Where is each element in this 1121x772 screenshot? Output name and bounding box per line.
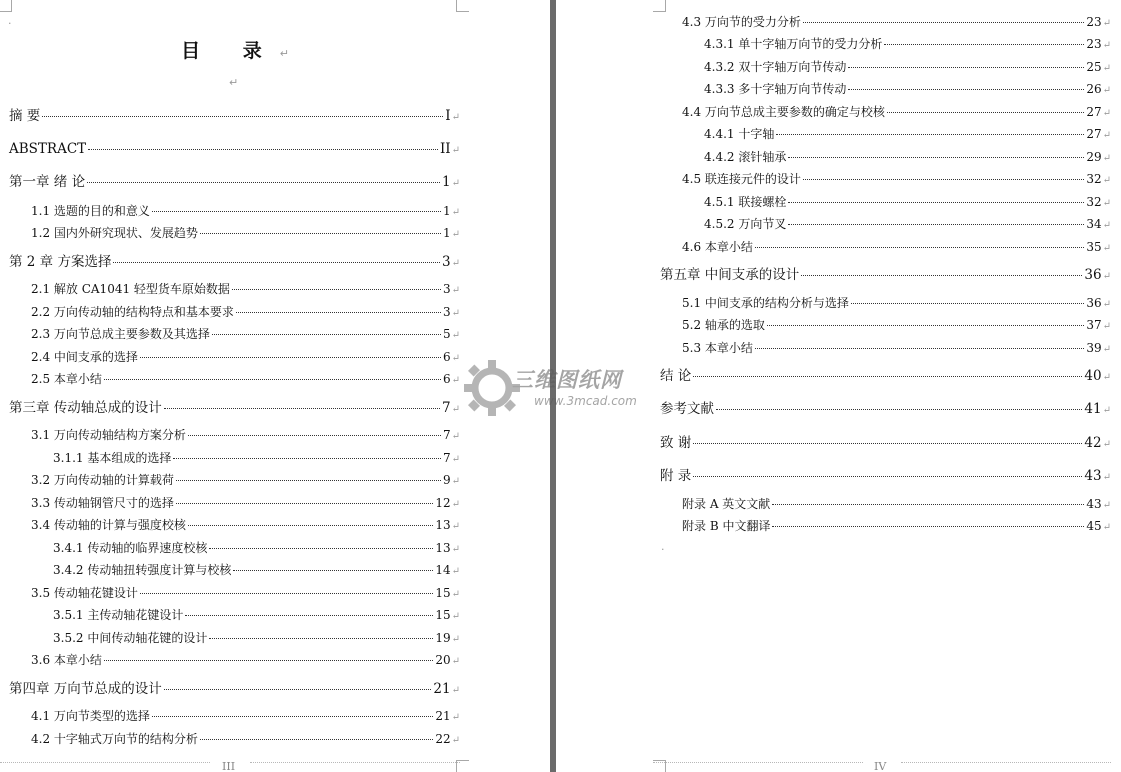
toc-entry-page: 42 bbox=[1084, 435, 1102, 451]
watermark-logo bbox=[462, 350, 692, 430]
toc-entry-page: 25 bbox=[1086, 60, 1102, 74]
toc-entry[interactable] bbox=[53, 630, 460, 648]
toc-entry[interactable] bbox=[31, 326, 460, 344]
paragraph-mark: ↵ bbox=[1102, 500, 1111, 511]
toc-entry[interactable] bbox=[31, 585, 460, 603]
footer-rule bbox=[653, 762, 863, 764]
dot-leader bbox=[164, 408, 440, 409]
dot-leader bbox=[788, 224, 1084, 225]
dot-leader bbox=[716, 409, 1082, 410]
toc-entry-label: 附 录 bbox=[660, 468, 692, 484]
paragraph-mark: ↵ bbox=[229, 76, 239, 89]
dot-leader bbox=[173, 458, 441, 459]
toc-entry[interactable] bbox=[682, 518, 1111, 536]
toc-entry-page: 27 bbox=[1086, 105, 1102, 119]
toc-entry[interactable] bbox=[704, 126, 1111, 144]
toc-entry-label: 4.2 十字轴式万向节的结构分析 bbox=[31, 732, 198, 746]
paragraph-mark: ↵ bbox=[451, 375, 460, 386]
toc-entry-label: 4.5 联连接元件的设计 bbox=[682, 172, 801, 186]
dot-leader bbox=[152, 211, 441, 212]
toc-entry-label: 4.5.1 联接螺栓 bbox=[704, 195, 787, 209]
paragraph-mark: ↵ bbox=[451, 258, 460, 269]
margin-corner-mark bbox=[0, 0, 12, 12]
dot-leader bbox=[176, 503, 433, 504]
paragraph-mark: ↵ bbox=[451, 454, 460, 465]
toc-entry-page: 21 bbox=[435, 709, 451, 723]
dot-leader bbox=[772, 504, 1084, 505]
paragraph-mark: ↵ bbox=[1102, 198, 1111, 209]
toc-entry[interactable] bbox=[682, 496, 1111, 514]
toc-entry-label: 2.2 万向传动轴的结构特点和基本要求 bbox=[31, 305, 234, 319]
paragraph-mark: ↵ bbox=[1102, 108, 1111, 119]
paragraph-mark: ↵ bbox=[451, 521, 460, 532]
toc-entry-label: 4.4.1 十字轴 bbox=[704, 127, 775, 141]
toc-entry-page: 3 bbox=[442, 305, 451, 319]
toc-entry-label: 结 论 bbox=[660, 368, 692, 384]
paragraph-mark: ↵ bbox=[279, 47, 289, 60]
toc-entry[interactable] bbox=[660, 267, 1111, 285]
toc-entry-label: 第一章 绪 论 bbox=[9, 174, 86, 190]
toc-entry[interactable] bbox=[31, 495, 460, 513]
toc-entry-page: 3 bbox=[442, 254, 451, 270]
paragraph-mark: ↵ bbox=[451, 611, 460, 622]
paragraph-mark: ↵ bbox=[451, 712, 460, 723]
toc-entry[interactable] bbox=[704, 59, 1111, 77]
paragraph-mark: ↵ bbox=[1102, 63, 1111, 74]
dot-leader bbox=[176, 480, 441, 481]
toc-entry[interactable] bbox=[682, 171, 1111, 189]
toc-entry-page: 32 bbox=[1086, 172, 1102, 186]
toc-entry[interactable] bbox=[682, 317, 1111, 335]
paragraph-mark: ↵ bbox=[451, 178, 460, 189]
toc-entry-label: 2.1 解放 CA1041 轻型货车原始数据 bbox=[31, 282, 230, 296]
footer-rule bbox=[0, 762, 210, 764]
toc-entry[interactable] bbox=[31, 225, 460, 243]
dot-leader bbox=[772, 526, 1084, 527]
toc-entry-page: 39 bbox=[1086, 341, 1102, 355]
paragraph-mark: ↵ bbox=[1102, 522, 1111, 533]
footer-rule bbox=[901, 762, 1111, 764]
toc-entry-label: 4.3 万向节的受力分析 bbox=[682, 15, 801, 29]
toc-entry-page: 21 bbox=[433, 681, 451, 697]
margin-corner-mark bbox=[456, 0, 469, 12]
toc-entry-label: 3.4.2 传动轴扭转强度计算与校核 bbox=[53, 563, 232, 577]
toc-entry-page: 22 bbox=[435, 732, 451, 746]
toc-entry[interactable] bbox=[660, 401, 1111, 419]
dot-leader bbox=[803, 179, 1084, 180]
toc-entry[interactable] bbox=[9, 108, 460, 126]
toc-entry-label: 3.2 万向传动轴的计算载荷 bbox=[31, 473, 174, 487]
dot-leader bbox=[693, 376, 1082, 377]
toc-entry[interactable] bbox=[704, 81, 1111, 99]
toc-entry-page: 45 bbox=[1086, 519, 1102, 533]
dot-leader bbox=[848, 67, 1084, 68]
dot-leader bbox=[212, 334, 441, 335]
toc-entry-label: 致 谢 bbox=[660, 435, 692, 451]
toc-entry-page: 27 bbox=[1086, 127, 1102, 141]
dot-leader bbox=[803, 22, 1084, 23]
toc-entry-label: 4.3.3 多十字轴万向节传动 bbox=[704, 82, 847, 96]
dot-leader bbox=[693, 443, 1082, 444]
watermark-text: 三维图纸网 bbox=[512, 368, 622, 392]
paragraph-mark: ↵ bbox=[1102, 321, 1111, 332]
paragraph-mark: ↵ bbox=[451, 308, 460, 319]
toc-entry[interactable] bbox=[9, 681, 460, 699]
paragraph-mark: ↵ bbox=[451, 589, 460, 600]
paragraph-mark: ↵ bbox=[451, 634, 460, 645]
toc-entry-page: 34 bbox=[1086, 217, 1102, 231]
toc-entry-page: 35 bbox=[1086, 240, 1102, 254]
paragraph-mark: ↵ bbox=[451, 735, 460, 746]
toc-entry[interactable] bbox=[31, 427, 460, 445]
toc-entry[interactable] bbox=[31, 371, 460, 389]
toc-entry-page: 12 bbox=[435, 496, 451, 510]
toc-entry[interactable] bbox=[660, 468, 1111, 486]
toc-entry-page: 43 bbox=[1084, 468, 1102, 484]
toc-title-text: 目 录 bbox=[181, 40, 280, 62]
paragraph-mark: ↵ bbox=[451, 566, 460, 577]
toc-entry[interactable] bbox=[53, 450, 460, 468]
toc-entry-label: ABSTRACT bbox=[9, 141, 87, 157]
dot-leader bbox=[236, 312, 441, 313]
dot-leader bbox=[884, 44, 1084, 45]
toc-entry-page: 23 bbox=[1086, 15, 1102, 29]
toc-entry-label: 5.2 轴承的选取 bbox=[682, 318, 765, 332]
toc-entry-page: 29 bbox=[1086, 150, 1102, 164]
toc-entry[interactable] bbox=[31, 349, 460, 367]
dot-leader bbox=[887, 112, 1084, 113]
dot-leader bbox=[140, 357, 441, 358]
toc-entry[interactable] bbox=[31, 517, 460, 535]
toc-entry-label: 第五章 中间支承的设计 bbox=[660, 267, 800, 283]
dot-leader bbox=[209, 548, 433, 549]
paragraph-mark: ↵ bbox=[451, 685, 460, 696]
toc-entry[interactable] bbox=[704, 36, 1111, 54]
toc-entry-label: 3.5.2 中间传动轴花键的设计 bbox=[53, 631, 208, 645]
paragraph-mark: ↵ bbox=[451, 431, 460, 442]
dot-leader bbox=[767, 325, 1084, 326]
toc-entry-label: 4.1 万向节类型的选择 bbox=[31, 709, 150, 723]
paragraph-mark: ↵ bbox=[451, 499, 460, 510]
dot-leader bbox=[113, 262, 440, 263]
toc-title bbox=[0, 36, 470, 63]
toc-entry-page: I bbox=[445, 108, 451, 124]
dot-leader bbox=[233, 570, 433, 571]
toc-entry-page: 43 bbox=[1086, 497, 1102, 511]
dot-leader bbox=[788, 157, 1084, 158]
dot-leader bbox=[188, 435, 441, 436]
dot-leader bbox=[104, 660, 433, 661]
paragraph-mark: ↵ bbox=[1102, 18, 1111, 29]
toc-entry[interactable] bbox=[9, 254, 460, 272]
toc-entry-page: 37 bbox=[1086, 318, 1102, 332]
toc-entry-page: 19 bbox=[435, 631, 451, 645]
paragraph-mark: ↵ bbox=[1102, 243, 1111, 254]
toc-entry-label: 1.2 国内外研究现状、发展趋势 bbox=[31, 226, 198, 240]
paragraph-mark: ↵ bbox=[1102, 220, 1111, 231]
toc-entry-page: 7 bbox=[442, 428, 451, 442]
toc-entry-label: 3.5.1 主传动轴花键设计 bbox=[53, 608, 184, 622]
toc-entry[interactable] bbox=[704, 194, 1111, 212]
dot-leader bbox=[88, 149, 438, 150]
toc-entry[interactable] bbox=[53, 540, 460, 558]
dot-leader bbox=[776, 134, 1084, 135]
toc-entry-page: 1 bbox=[442, 204, 451, 218]
toc-entry-page: 6 bbox=[442, 372, 451, 386]
toc-entry-label: 摘 要 bbox=[9, 108, 41, 124]
toc-entry-page: 5 bbox=[442, 327, 451, 341]
paragraph-mark: ↵ bbox=[1102, 472, 1111, 483]
toc-entry[interactable] bbox=[31, 708, 460, 726]
toc-entry[interactable] bbox=[660, 368, 1111, 386]
paragraph-mark: ↵ bbox=[451, 476, 460, 487]
toc-entry[interactable] bbox=[31, 731, 460, 749]
toc-entry-label: 3.1 万向传动轴结构方案分析 bbox=[31, 428, 186, 442]
toc-entry-label: 2.5 本章小结 bbox=[31, 372, 102, 386]
toc-entry-label: 附录 B 中文翻译 bbox=[682, 519, 771, 533]
toc-entry-label: 3.5 传动轴花键设计 bbox=[31, 586, 138, 600]
toc-entry[interactable] bbox=[660, 435, 1111, 453]
paragraph-mark: ↵ bbox=[451, 229, 460, 240]
toc-entry[interactable] bbox=[31, 203, 460, 221]
dot-leader bbox=[232, 289, 441, 290]
dot-leader bbox=[104, 379, 441, 380]
toc-entry[interactable] bbox=[704, 149, 1111, 167]
toc-entry[interactable] bbox=[53, 562, 460, 580]
paragraph-mark: ↵ bbox=[1102, 271, 1111, 282]
watermark-url: www.3mcad.com bbox=[534, 394, 637, 408]
toc-entry-label: 4.4.2 滚针轴承 bbox=[704, 150, 787, 164]
toc-entry[interactable] bbox=[682, 340, 1111, 358]
paragraph-mark: ↵ bbox=[451, 112, 460, 123]
toc-entry-page: 1 bbox=[442, 174, 451, 190]
toc-entry-label: 4.3.2 双十字轴万向节传动 bbox=[704, 60, 847, 74]
dot-leader bbox=[848, 89, 1084, 90]
paragraph-mark: ↵ bbox=[1102, 40, 1111, 51]
toc-entry[interactable] bbox=[9, 141, 460, 159]
dot-leader bbox=[185, 615, 433, 616]
dot-leader bbox=[788, 202, 1084, 203]
paragraph-mark: ↵ bbox=[451, 145, 460, 156]
toc-entry-label: 3.6 本章小结 bbox=[31, 653, 102, 667]
toc-entry[interactable] bbox=[31, 652, 460, 670]
toc-entry-label: 第 2 章 方案选择 bbox=[9, 254, 112, 270]
toc-entry-label: 5.3 本章小结 bbox=[682, 341, 753, 355]
dot-leader bbox=[693, 476, 1082, 477]
toc-entry[interactable] bbox=[9, 400, 460, 418]
toc-entry[interactable] bbox=[704, 216, 1111, 234]
toc-entry-page: 32 bbox=[1086, 195, 1102, 209]
toc-entry-label: 参考文献 bbox=[660, 401, 714, 417]
margin-corner-mark bbox=[653, 0, 666, 12]
paragraph-mark: . bbox=[661, 540, 665, 553]
toc-entry-label: 4.4 万向节总成主要参数的确定与校核 bbox=[682, 105, 885, 119]
paragraph-mark: ↵ bbox=[1102, 405, 1111, 416]
toc-entry[interactable] bbox=[682, 239, 1111, 257]
footer-page-number: IV bbox=[874, 760, 887, 772]
paragraph-mark: . bbox=[8, 14, 12, 27]
toc-entry-label: 第三章 传动轴总成的设计 bbox=[9, 400, 162, 416]
toc-entry-label: 附录 A 英文文献 bbox=[682, 497, 771, 511]
toc-entry[interactable] bbox=[682, 295, 1111, 313]
toc-entry-page: 23 bbox=[1086, 37, 1102, 51]
toc-entry-page: 36 bbox=[1084, 267, 1102, 283]
toc-entry-label: 3.4 传动轴的计算与强度校核 bbox=[31, 518, 186, 532]
toc-entry-label: 3.3 传动轴钢管尺寸的选择 bbox=[31, 496, 174, 510]
paragraph-mark: ↵ bbox=[1102, 372, 1111, 383]
toc-entry-page: 40 bbox=[1084, 368, 1102, 384]
toc-entry[interactable] bbox=[31, 472, 460, 490]
dot-leader bbox=[152, 716, 433, 717]
toc-entry-page: 13 bbox=[435, 518, 451, 532]
toc-entry[interactable] bbox=[9, 174, 460, 192]
toc-entry-page: 7 bbox=[442, 451, 451, 465]
toc-entry-label: 第四章 万向节总成的设计 bbox=[9, 681, 162, 697]
toc-entry-page: 15 bbox=[435, 608, 451, 622]
paragraph-mark: ↵ bbox=[451, 544, 460, 555]
toc-entry-label: 4.5.2 万向节叉 bbox=[704, 217, 787, 231]
paragraph-mark: ↵ bbox=[1102, 344, 1111, 355]
toc-entry-label: 1.1 选题的目的和意义 bbox=[31, 204, 150, 218]
toc-entry-page: 6 bbox=[442, 350, 451, 364]
dot-leader bbox=[851, 303, 1084, 304]
dot-leader bbox=[200, 233, 441, 234]
paragraph-mark: ↵ bbox=[451, 285, 460, 296]
toc-entry-label: 5.1 中间支承的结构分析与选择 bbox=[682, 296, 849, 310]
paragraph-mark: ↵ bbox=[451, 404, 460, 415]
paragraph-mark: ↵ bbox=[1102, 85, 1111, 96]
dot-leader bbox=[209, 638, 433, 639]
dot-leader bbox=[755, 247, 1084, 248]
toc-entry-page: 1 bbox=[442, 226, 451, 240]
paragraph-mark: ↵ bbox=[1102, 439, 1111, 450]
toc-entry-label: 3.1.1 基本组成的选择 bbox=[53, 451, 172, 465]
paragraph-mark: ↵ bbox=[451, 353, 460, 364]
dot-leader bbox=[87, 182, 440, 183]
toc-entry[interactable] bbox=[31, 281, 460, 299]
toc-entry-page: II bbox=[439, 141, 451, 157]
footer-page-number: III bbox=[222, 760, 236, 772]
dot-leader bbox=[164, 689, 432, 690]
toc-entry-page: 7 bbox=[442, 400, 451, 416]
toc-entry-page: 13 bbox=[435, 541, 451, 555]
dot-leader bbox=[188, 525, 433, 526]
paragraph-mark: ↵ bbox=[451, 656, 460, 667]
toc-entry-label: 2.3 万向节总成主要参数及其选择 bbox=[31, 327, 210, 341]
toc-entry[interactable] bbox=[682, 104, 1111, 122]
toc-entry-label: 4.3.1 单十字轴万向节的受力分析 bbox=[704, 37, 883, 51]
toc-entry-label: 3.4.1 传动轴的临界速度校核 bbox=[53, 541, 208, 555]
toc-entry-page: 36 bbox=[1086, 296, 1102, 310]
toc-entry-page: 20 bbox=[435, 653, 451, 667]
dot-leader bbox=[200, 739, 433, 740]
toc-entry-page: 26 bbox=[1086, 82, 1102, 96]
paragraph-mark: ↵ bbox=[1102, 130, 1111, 141]
footer-rule bbox=[250, 762, 460, 764]
toc-entry-label: 4.6 本章小结 bbox=[682, 240, 753, 254]
paragraph-mark: ↵ bbox=[1102, 299, 1111, 310]
dot-leader bbox=[42, 116, 443, 117]
paragraph-mark: ↵ bbox=[1102, 175, 1111, 186]
toc-entry[interactable] bbox=[53, 607, 460, 625]
paragraph-mark: ↵ bbox=[451, 330, 460, 341]
toc-entry-page: 41 bbox=[1084, 401, 1102, 417]
toc-entry[interactable] bbox=[682, 14, 1111, 32]
toc-entry-page: 9 bbox=[442, 473, 451, 487]
toc-entry-label: 2.4 中间支承的选择 bbox=[31, 350, 138, 364]
toc-entry-page: 14 bbox=[435, 563, 451, 577]
paragraph-mark: ↵ bbox=[451, 207, 460, 218]
dot-leader bbox=[140, 593, 433, 594]
toc-entry[interactable] bbox=[31, 304, 460, 322]
dot-leader bbox=[755, 348, 1084, 349]
dot-leader bbox=[801, 275, 1082, 276]
toc-entry-page: 3 bbox=[442, 282, 451, 296]
paragraph-mark: ↵ bbox=[1102, 153, 1111, 164]
toc-entry-page: 15 bbox=[435, 586, 451, 600]
